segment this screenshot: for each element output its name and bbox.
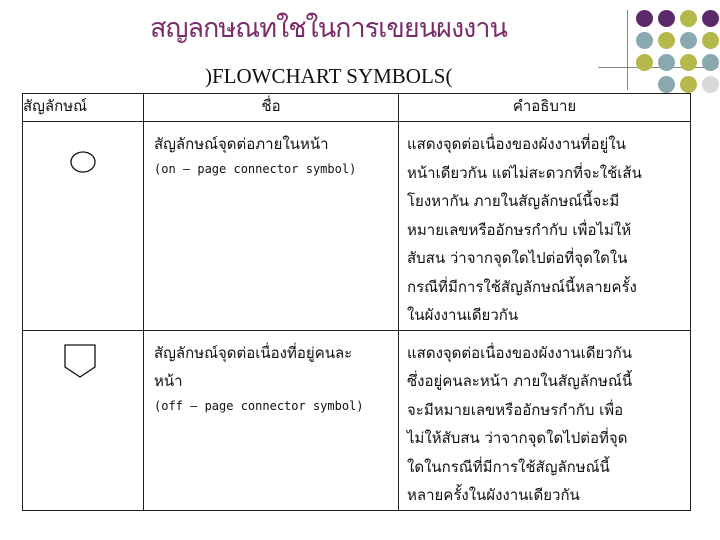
pentagon-offpage-connector-icon [23, 341, 144, 401]
table-row [23, 122, 691, 331]
decor-dot [702, 10, 719, 27]
description-line: ไม่ให้สับสน ว่าจากจุดใดไปต่อที่จุด [407, 429, 628, 447]
header-symbol: สัญลักษณ์ [23, 94, 144, 122]
symbol-cell [23, 122, 144, 331]
decor-dot [702, 76, 719, 93]
description-line: แสดงจุดต่อเนื่องของผังงานเดียวกัน [407, 343, 632, 362]
decor-dot [680, 76, 697, 93]
description-line: แสดงจุดต่อเนื่องของผังงานที่อยู่ใน [407, 135, 626, 153]
description-cell [399, 122, 691, 331]
symbol-name [144, 331, 398, 395]
description-line: หน้าเดียวกัน แต่ไม่สะดวกที่จะใช้เส้น [407, 163, 642, 182]
decor-dot [680, 32, 697, 49]
circle-connector-icon [23, 132, 144, 192]
symbol-description [399, 122, 690, 330]
header-name: ชื่อ [144, 94, 399, 122]
description-line: กรณีที่มีการใช้สัญลักษณ์นี้หลายครั้ง [407, 277, 637, 296]
page-title: สญลกษณทใชในการเขยนผงงาน [150, 13, 507, 44]
description-line: ซึ่งอยู่คนละหน้า ภายในสัญลักษณ์นี้ [407, 372, 633, 390]
symbol-name-english: (off – page connector symbol) [154, 398, 364, 413]
decor-dot [636, 32, 653, 49]
decor-dot [702, 54, 719, 71]
description-line: หมายเลขหรืออักษรกำกับ เพื่อไม่ให้ [407, 220, 632, 239]
decor-dot [658, 54, 675, 71]
symbol-name-line: หน้า [154, 371, 183, 390]
symbol-name-line: สัญลักษณ์จุดต่อเนื่องที่อยู่คนละ [154, 343, 353, 362]
decor-dot [658, 32, 675, 49]
table-header-row [23, 94, 691, 122]
name-cell [144, 122, 399, 331]
decor-dot [658, 10, 675, 27]
decor-dot [680, 10, 697, 27]
header-description: คำอธิบาย [399, 94, 691, 122]
description-cell [399, 330, 691, 510]
decor-dot [658, 76, 675, 93]
description-line: ในผังงานเดียวกัน [407, 306, 519, 324]
description-line: สับสน ว่าจากจุดใดไปต่อที่จุดใดใน [407, 249, 628, 267]
decor-dot [702, 32, 719, 49]
description-line: จะมีหมายเลขหรืออักษรกำกับ เพื่อ [407, 400, 624, 419]
table-row [23, 330, 691, 510]
page-subtitle: )FLOWCHART SYMBOLS( [205, 64, 453, 88]
name-cell [144, 330, 399, 510]
decor-dot [636, 10, 653, 27]
symbols-table [22, 93, 691, 511]
decor-dot-grid [636, 10, 716, 95]
description-line: หลายครั้งในผังงานเดียวกัน [407, 486, 580, 504]
decor-vertical-line [627, 10, 628, 90]
decor-dot [680, 54, 697, 71]
symbol-description [399, 331, 690, 510]
description-line: ใดในกรณีที่มีการใช้สัญลักษณ์นี้ [407, 457, 610, 476]
symbol-cell [23, 330, 144, 510]
description-line: โยงหากัน ภายในสัญลักษณ์นี้จะมี [407, 192, 620, 210]
symbol-name-english: (on – page connector symbol) [154, 162, 357, 176]
symbol-name: สัญลักษณ์จุดต่อภายในหน้า [154, 135, 329, 153]
decor-dot [636, 54, 653, 71]
